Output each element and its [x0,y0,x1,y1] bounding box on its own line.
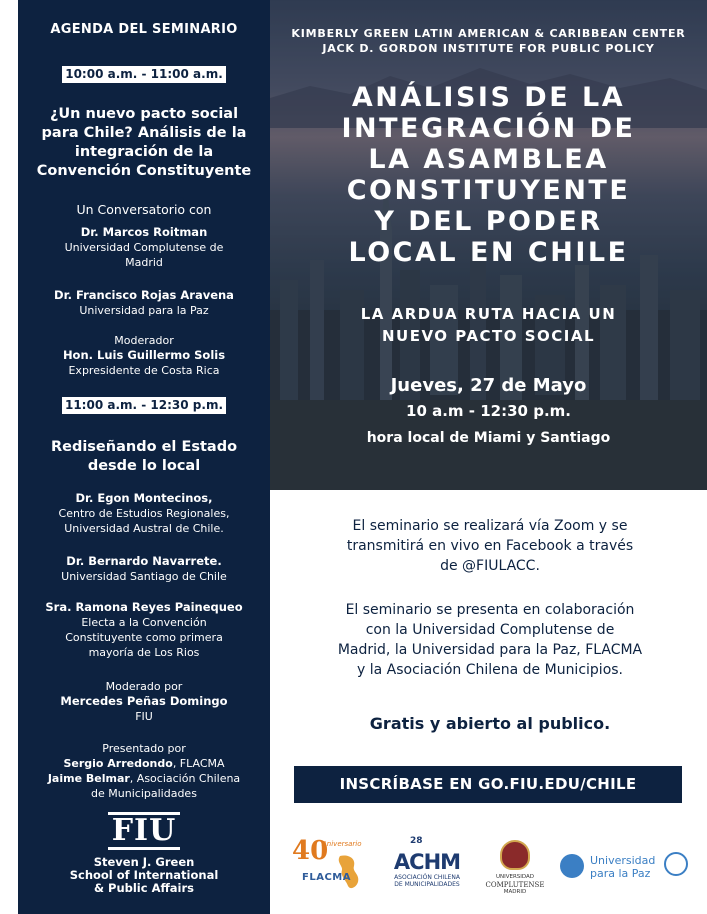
event-time: 10 a.m - 12:30 p.m. [406,402,571,420]
speaker-rojas [26,288,262,318]
event-title-line: INTEGRACIÓN DE [341,113,636,144]
event-title-line: LA ASAMBLEA [368,144,609,175]
speaker-name: Sra. Ramona Reyes Painequeo [45,600,243,614]
fiu-logo [18,812,270,895]
speaker-affiliation: Universidad para la Paz [79,304,209,317]
institution-line: KIMBERLY GREEN LATIN AMERICAN & CARIBBEAN CENTER [291,27,686,40]
presenter-org: , Asociación Chilena [129,772,241,785]
free-admission: Gratis y abierto al publico. [369,714,611,733]
moderator-label: Moderado por [105,680,183,693]
zoom-info-line: de @FIULACC. [440,558,540,574]
hero-banner [270,0,707,490]
achm-sub: ASOCIACIÓN CHILENA [394,874,460,881]
agenda-title: AGENDA DEL SEMINARIO [50,22,238,37]
speaker-affiliation: Electa a la Convención [81,616,207,629]
fiu-school-name [18,856,270,895]
speaker-name: Dr. Francisco Rojas Aravena [54,288,234,302]
presenter-1 [26,756,262,771]
ucm-line: MADRID [503,889,527,895]
agenda-sidebar [18,0,270,914]
fiu-school-line: School of International [69,868,219,882]
speaker-name: Dr. Bernardo Navarrete. [66,554,222,568]
fiu-school-line: & Public Affairs [93,881,195,895]
speaker-name: Dr. Egon Montecinos, [75,491,213,505]
speaker-navarrete [26,554,262,584]
session2-time: 11:00 a.m. - 12:30 p.m. [62,397,226,414]
fiu-mark: FIU [108,812,181,850]
speaker-affiliation: Universidad Santiago de Chile [61,570,227,583]
speaker-reyes [26,600,262,660]
achm-mark: ACHM [393,850,461,874]
achm-logo [388,836,466,896]
presenter-org: , FLACMA [172,757,225,770]
moderator-affiliation: FIU [135,710,153,723]
achm-sub: DE MUNICIPALIDADES [394,881,460,888]
event-date: Jueves, 27 de Mayo [390,375,587,396]
speaker-affiliation: Universidad Austral de Chile. [64,522,224,535]
upaz-line: Universidad [590,854,656,867]
speaker-name: Dr. Marcos Roitman [80,225,208,239]
session2-title-line: desde lo local [87,458,201,474]
event-title-line: LOCAL EN CHILE [348,237,629,268]
session2-title [26,438,262,476]
presented-by-block [26,741,262,801]
speaker-affiliation: Centro de Estudios Regionales, [58,507,230,520]
session1-title-line: para Chile? Análisis de la [41,125,247,141]
speaker-affiliation: Universidad Complutense de [64,241,224,254]
achm-number: 28 [410,836,423,846]
event-title-line: CONSTITUYENTE [346,175,631,206]
upaz-name [590,854,655,880]
speaker-affiliation: mayoría de Los Rios [88,646,200,659]
flacma-aniversario: Aniversario [322,840,362,848]
session1-title [26,105,262,181]
speaker-montecinos [26,491,262,536]
presented-label: Presentado por [102,742,186,755]
flacma-name: FLACMA [302,872,351,883]
flacma-number: 40 [292,836,329,866]
presenter-name: Sergio Arredondo [63,757,173,770]
upaz-logo [560,852,690,888]
collab-info-line: Madrid, la Universidad para la Paz, FLACMA [337,642,643,658]
event-subtitle-line: LA ARDUA RUTA HACIA UN [360,305,617,323]
zoom-info-line: El seminario se realizará vía Zoom y se [352,518,628,534]
moderator-name: Hon. Luis Guillermo Solis [62,348,226,362]
zoom-info [300,516,680,576]
upaz-line: para la Paz [590,867,651,880]
institution-line: JACK D. GORDON INSTITUTE FOR PUBLIC POLICY [322,42,655,55]
complutense-crest-icon [500,840,530,870]
collaboration-info [300,600,680,680]
moderator-label: Moderador [114,334,174,347]
collab-info-line: y la Asociación Chilena de Municipios. [356,662,623,678]
speaker-roitman [26,225,262,270]
flacma-logo [292,838,374,896]
presenter-org: de Municipalidades [91,787,197,800]
presenter-2 [26,771,262,786]
moderator-name: Mercedes Peñas Domingo [60,694,228,708]
upaz-globe-icon [560,854,584,878]
institution-names [270,26,707,56]
speaker-affiliation: Constituyente como primera [65,631,223,644]
fiu-school-line: Steven J. Green [93,855,195,869]
moderator-block-2 [26,679,262,724]
event-subtitle [270,303,707,347]
event-title-line: ANÁLISIS DE LA [351,82,626,113]
session2-title-line: Rediseñando el Estado [50,439,238,455]
zoom-info-line: transmitirá en vivo en Facebook a través [346,538,634,554]
event-title-line: Y DEL PODER [374,206,603,237]
session1-time: 10:00 a.m. - 11:00 a.m. [62,66,226,83]
event-subtitle-line: NUEVO PACTO SOCIAL [381,327,596,345]
moderator-affiliation: Expresidente de Costa Rica [68,364,220,377]
collab-info-line: con la Universidad Complutense de [365,622,615,638]
collab-info-line: El seminario se presenta en colaboración [345,602,635,618]
complutense-logo [482,840,548,898]
moderator-block-1 [26,333,262,378]
conversatorio-intro: Un Conversatorio con [76,202,212,217]
un-emblem-icon [664,852,688,876]
presenter-name: Jaime Belmar [47,772,130,785]
session1-title-line: Convención Constituyente [36,163,252,179]
register-link[interactable]: INSCRÍBASE EN GO.FIU.EDU/CHILE [294,766,682,803]
ucm-line: UNIVERSIDAD [495,874,535,880]
ucm-line: COMPLUTENSE [485,881,545,889]
speaker-affiliation: Madrid [125,256,163,269]
event-timezone: hora local de Miami y Santiago [366,430,611,446]
event-title [270,82,707,268]
session1-title-line: ¿Un nuevo pacto social [49,106,239,122]
session1-title-line: integración de la [74,144,214,160]
